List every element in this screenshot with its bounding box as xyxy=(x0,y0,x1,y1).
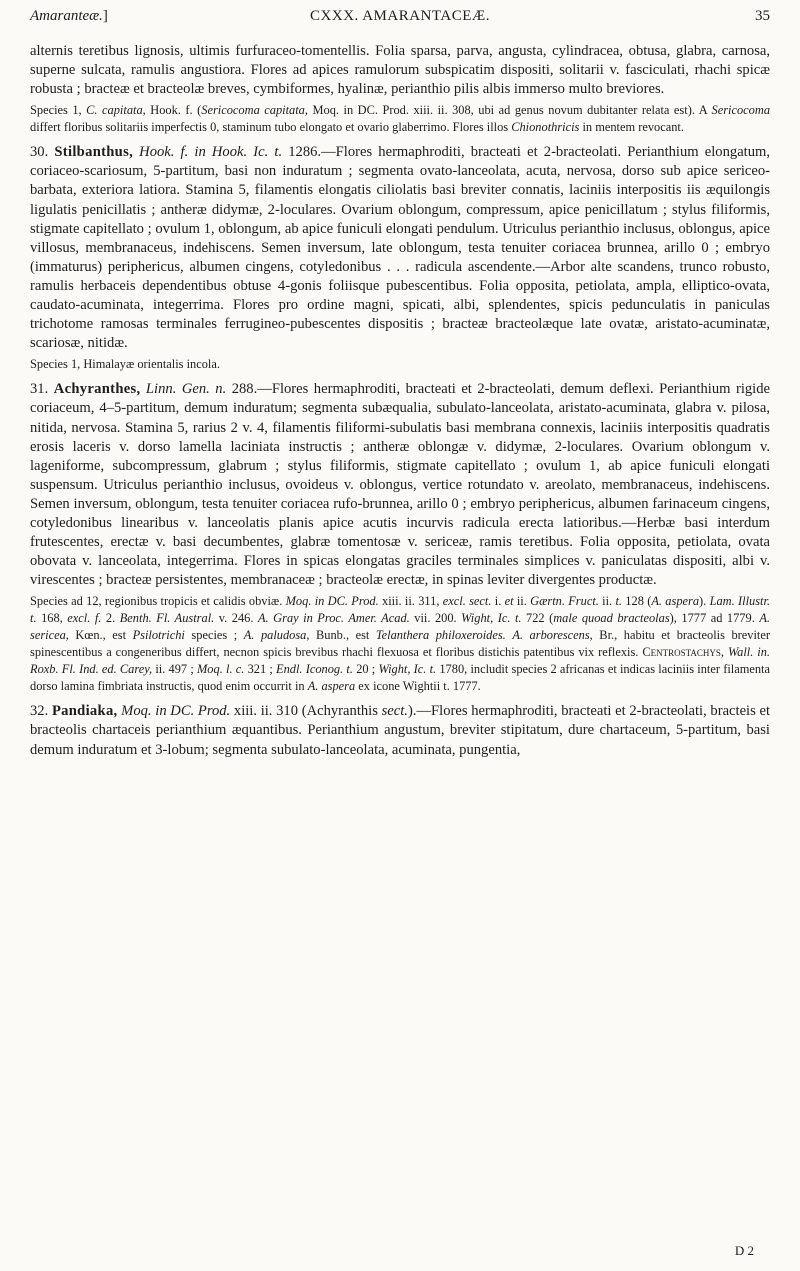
genus-31-species-note: Species ad 12, regionibus tropicis et calidis obviæ. Moq. in DC. Prod. xiii. ii. 311, excl. sect. i. et ii. Gærtn. Fruct. ii. t. 128 (A. aspera). Lam. Illustr. t. 168, excl. f. 2. Benth. Fl. Austral. v. 246. A. Gray in Proc. Amer. Acad. vii. 200. Wight, Ic. t. 722 (male quoad bracteolas), 1777 ad 1779. A. sericea, Kœn., est Psilotrichi species ; A. paludosa, Bunb., est Telanthera philoxeroides. A. arborescens, Br., habitu et bracteolis breviter spinescentibus a congeneribus differt, necnon spicis brevibus rhachi flexuosa et floribus distichis patentibus vix reflexis. Centrostachys, Wall. in. Roxb. Fl. Ind. ed. Carey, ii. 497 ; Moq. l. c. 321 ; Endl. Iconog. t. 20 ; Wight, Ic. t. 1780, includit species 2 africanas et indicas laciniis inter filamenta dorso lamina fimbriata instructis, quod enim occurrit in A. aspera ex icone Wightii t. 1777. xyxy=(30,594,771,694)
intro-paragraph: alternis teretibus lignosis, ultimis furfuraceo-tomentellis. Folia sparsa, parva, angusta, cylindracea, obtusa, glabra, carnosa, superne sulcata, ramulis angustiora. Flores ad apices ramulorum subspicatim dispositi, solitarii v. fasciculati, rhachi spicæ robusta ; bracteæ et bracteolæ breves, cymbiformes, hyalinæ, perianthio pilis albis immerso multo breviores. xyxy=(30,43,770,98)
intro-species-note: Species 1, C. capitata, Hook. f. (Sericocoma capitata, Moq. in DC. Prod. xiii. ii. 308, ubi ad genus novum dubitanter relata est). A Sericocoma differt floribus solitariis imperfectis 0, staminum tubo elongato et ovario glaberrimo. Flores illos Chionothricis in mentem revocant. xyxy=(30,103,771,135)
genus-30-stilbanthus: 30. Stilbanthus, Hook. f. in Hook. Ic. t. 1286.—Flores hermaphroditi, bracteati et 2-bracteolati. Perianthium elongatum, coriaceo-scariosum, 5-partitum, basi non induratum ; segmenta ovato-lanceolata, acuta, nervosa, dorso sub apice sericeo-barbata, exteriora latiora. Stamina 5, filamentis elongatis ciliolatis basi breviter connatis, laciniis interpositis iis æquilongis ligulatis penicillatis ; antheræ didymæ, 2-loculares. Ovarium oblongum, compressum, apice penicillatum ; stylus filiformis, stigmate capitellato ; ovulum 1, oblongum, ab apice funiculi elongati pendulum. Utriculus perianthio inclusus, oblongus, apice villosus, membranaceus, indehiscens. Semen inversum, late oblongum, testa tenuiter coriacea brunnea, arillo 0 ; embryo (immaturus) periphericus, albumen cingens, cotyledonibus . . . radicula ascendente.—Arbor alte scandens, trunco robusto, ramulis herbaceis dependentibus obtuse 4-gonis foliisque pubescentibus. Folia opposita, petiolata, ampla, elliptico-ovata, caudato-acuminata, integerrima. Flores pro ordine magni, spicati, albi, splendentes, spicis pedunculatis in paniculas trichotome ramosas terminales ferrugineo-pubescentes dispositis ; bracteæ bracteolæque late ovatæ, aristato-acuminatæ, scariosæ, nitidæ. xyxy=(30,144,771,352)
header-family-title: CXXX. AMARANTACEÆ. xyxy=(310,8,490,24)
genus-name: Pandiaka, xyxy=(51,703,118,720)
genus-name: Stilbanthus, xyxy=(54,144,134,161)
genus-32-pandiaka: 32. Pandiaka, Moq. in DC. Prod. xiii. ii. 310 (Achyranthis sect.).—Flores hermaphroditi, bracteati et 2-bracteolati, bracteis et bracteolis chartaceis perianthium æquantibus. Perianthium angustum, breviter stipitatum, dure chartaceum, 5-partitum, basi demum induratum et 3-lobum; segmenta subulato-lanceolata, acuminata, pungentia, xyxy=(30,703,771,758)
genus-name: Achyranthes, xyxy=(53,381,141,398)
genus-31-achyranthes: 31. Achyranthes, Linn. Gen. n. 288.—Flores hermaphroditi, bracteati et 2-bracteolati, demum deflexi. Perianthium rigide coriaceum, 4–5-partitum, demum induratum; segmenta subæqualia, subulato-lanceolata, aristato-acuminata, glabra v. pilosa, nitida, nervosa. Stamina 5, rarius 2 v. 4, filamentis filiformi-subulatis basi membrana connexis, laciniis interpositis quadratis erosis laceris v. dorso lamella laciniata instructis ; antheræ oblongæ v. didymæ, 2-loculares. Ovarium oblongum v. lageniforme, subcompressum, glabrum ; stylus filiformis, stigmate capitellato ; ovulum 1, ab apice funiculi elongati suspensum. Utriculus perianthio inclusus, ovoideus v. oblongus, vertice rotundato v. areolato, membranaceus, indehiscens. Semen inversum, oblongum, testa tenuiter coriacea rufo-brunnea, arillo 0 ; embryo periphericus, albumen farinaceum cingens, cotyledonibus linearibus v. lanceolatis planis apice acutis incurvis radicula erecta latioribus.—Herbæ basi interdum frutescentes, erectæ v. basi decumbentes, glabræ tomentosæ v. sericeæ, ramis teretibus. Folia opposita, petiolata, ovata obovata v. lanceolata, integerrima. Flores in spicas elongatas graciles terminales simplices v. paniculatas dispositi, albi v. virescentes ; bracteæ persistentes, membranaceæ ; bracteolæ erectæ, in spinas leviter divergentes productæ. xyxy=(30,381,771,589)
signature-mark: D 2 xyxy=(734,1243,754,1258)
genus-30-species-note: Species 1, Himalayæ orientalis incola. xyxy=(30,357,220,372)
page-body xyxy=(30,42,770,760)
header-tribe: Amaranteæ.] xyxy=(30,8,108,24)
running-header xyxy=(30,0,770,32)
page-number: 35 xyxy=(755,8,770,24)
